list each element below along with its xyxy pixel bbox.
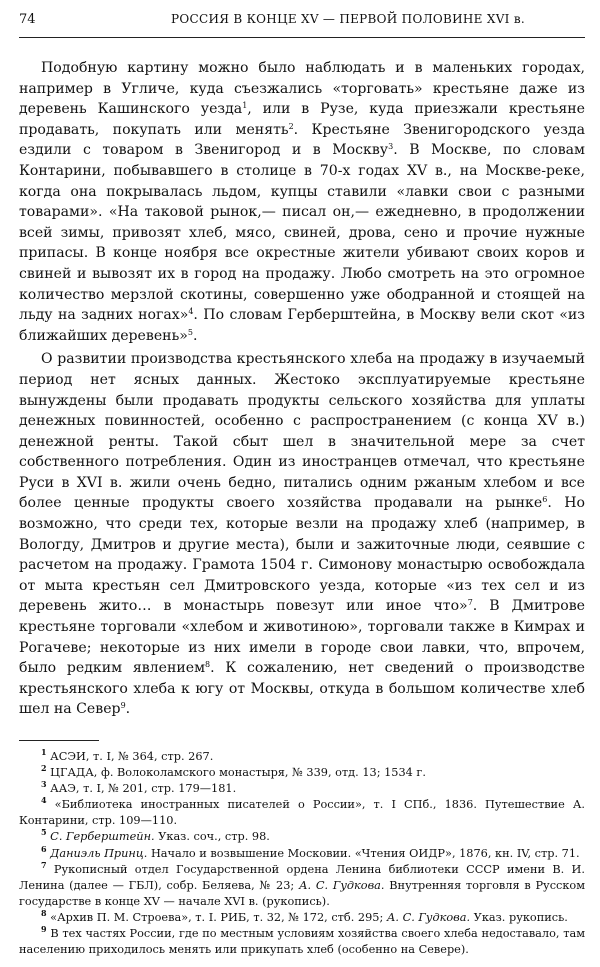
footnote-ref[interactable]: 4 bbox=[188, 307, 194, 317]
footnote-number: 8 bbox=[41, 907, 47, 918]
text-segment: , или в Рузе, куда приезжали крестьяне продавать, покупать или менять bbox=[19, 101, 585, 138]
main-text bbox=[19, 58, 585, 720]
footnote-7 bbox=[19, 859, 586, 910]
paragraph-1 bbox=[19, 58, 585, 346]
footnote-4 bbox=[19, 797, 585, 829]
footnote-ref[interactable]: 9 bbox=[120, 701, 126, 711]
running-header bbox=[19, 12, 585, 38]
footnote-ref[interactable]: 2 bbox=[288, 121, 294, 131]
footnote-2 bbox=[19, 765, 585, 781]
footnote-divider bbox=[19, 740, 99, 741]
text-segment: . К сожалению, нет сведений о производстве крестьянского хлеба к югу от Москвы, откуда в большом количестве хлеб шел на Север bbox=[19, 660, 585, 718]
footnote-prefix: «Архив П. М. Строева», т. I. РИБ, т. 32, № 172, стб. 295; bbox=[50, 910, 384, 924]
footnote-text: «Библиотека иностранных писателей о России», т. I СПб., 1836. Путешествие А. Контарини, стр. 109—110. bbox=[19, 798, 585, 828]
text-segment: . В Москве, по словам Контарини, побывавшего в столице в 70-х годах XV в., на Москве-реке, когда она покрывалась льдом, купцы ставили «лавки свои с разными товарами». «На таковой рынок,— писал он,— ежедневно, в продолжении всей зимы, привозят хлеб, мясо, свиней, дрова, сено и прочие нужные припасы. В конце ноября все окрестные жители убивают своих коров и свиней и вывозят их в город на продажу. Любо смотреть на это огромное количество мерзлой скотины, совершенно уже ободранной и стоящей на льду на задних ногах» bbox=[19, 142, 585, 324]
footnote-ref[interactable]: 5 bbox=[187, 327, 193, 337]
footnote-ref[interactable]: 7 bbox=[467, 598, 473, 608]
footnote-number: 9 bbox=[41, 924, 47, 935]
footnote-author: Даниэль Принц. bbox=[50, 846, 148, 860]
text-segment: . Но возможно, что среди тех, которые везли на продажу хлеб (например, в Вологду, Дмитров и другие места), были и зажиточные люди, сеявшие с расчетом на продажу. Грамота 1504 г. Симонову монастырю освобождала от мыта крестьян сел Дмитровского уезда, которые «из тех сел и из деревень жито… в монастырь повезут или иное что» bbox=[19, 495, 585, 615]
footnote-number: 2 bbox=[41, 763, 47, 774]
footnote-ref[interactable]: 8 bbox=[205, 660, 211, 670]
text-segment: . Крестьяне Звенигородского уезда ездили с товаром в Звенигород и в Москву bbox=[19, 121, 585, 159]
text-segment: . bbox=[125, 701, 131, 718]
footnote-5 bbox=[19, 829, 585, 845]
footnote-text: Указ. соч., стр. 98. bbox=[158, 830, 270, 844]
paragraph-2 bbox=[19, 349, 585, 720]
footnote-8 bbox=[19, 907, 585, 926]
footnote-text: ЦГАДА, ф. Волоколамского монастыря, № 339, отд. 13; 1534 г. bbox=[50, 766, 426, 780]
footnote-number: 1 bbox=[41, 747, 47, 757]
footnote-3 bbox=[19, 781, 585, 797]
page bbox=[19, 12, 585, 958]
footnote-ref[interactable]: 3 bbox=[388, 142, 394, 152]
footnote-number: 6 bbox=[41, 843, 47, 854]
running-title: РОССИЯ В КОНЦЕ XV — ПЕРВОЙ ПОЛОВИНЕ XVI в. bbox=[171, 12, 525, 26]
footnote-text: Внутренняя торговля в Русском государстве в конце XV — начале XVI в. (рукопись). bbox=[19, 878, 585, 908]
footnote-text: Начало и возвышение Московии. «Чтения ОИДР», 1876, кн. IV, стр. 71. bbox=[150, 846, 580, 860]
text-segment: . В Дмитрове крестьяне торговали «хлебом и животиною», торговали также в Кимрах и Рогачеве; некоторые из них имели в городе свои лавки, что, впрочем, было редким явлением bbox=[19, 598, 585, 677]
footnote-author: А. С. Гудкова. bbox=[298, 878, 385, 892]
text-segment: Подобную картину можно было наблюдать и в маленьких городах, например в Угличе, куда съезжались «торговать» крестьяне даже из деревень Кашинского уезда bbox=[19, 60, 585, 118]
footnote-number: 3 bbox=[41, 779, 47, 790]
footnote-author: А. С. Гудкова. bbox=[386, 910, 471, 924]
text-segment: О развитии производства крестьянского хлеба на продажу в изучаемый период нет ясных данных. Жестоко эксплуатируемые крестьяне вынуждены были продавать продукты сельского хозяйства для уплаты денежных повинностей, особенно с распространением (с конца XV в.) денежной ренты. Такой сбыт шел в значительной мере за счет собственного потребления. Один из иностранцев отмечал, что крестьяне Руси в XVI в. жили очень бедно, питались одним ржаным хлебом и все более ценные продукты своего хозяйства продавали на рынке bbox=[19, 351, 585, 512]
footnote-number: 7 bbox=[41, 859, 47, 870]
footnotes bbox=[19, 749, 585, 958]
footnote-text: ААЭ, т. I, № 201, стр. 179—181. bbox=[50, 782, 237, 796]
footnote-text: В тех частях России, где по местным условиям хозяйства своего хлеба недоставало, там населению приходилось менять или прикупать хлеб (особенно на Севере). bbox=[19, 927, 586, 957]
text-segment: . bbox=[192, 327, 198, 344]
footnote-text: АСЭИ, т. I, № 364, стр. 267. bbox=[50, 750, 214, 763]
page-number: 74 bbox=[19, 12, 36, 27]
footnote-ref[interactable]: 6 bbox=[542, 495, 548, 505]
text-segment: . По словам Герберштейна, в Москву вели скот «из ближайших деревень» bbox=[19, 307, 585, 344]
footnote-1 bbox=[19, 749, 585, 765]
footnote-6 bbox=[19, 843, 585, 862]
footnote-number: 5 bbox=[41, 827, 47, 838]
footnote-ref[interactable]: 1 bbox=[242, 101, 248, 111]
footnote-prefix: Рукописный отдел Государственной ордена Ленина библиотеки СССР имени В. И. Ленина (далее — ГБЛ), собр. Беляева, № 23; bbox=[19, 862, 586, 892]
footnote-author: С. Герберштейн. bbox=[50, 830, 155, 844]
footnote-9 bbox=[19, 926, 585, 958]
footnote-text: Указ. рукопись. bbox=[473, 910, 568, 924]
footnote-number: 4 bbox=[41, 795, 47, 806]
